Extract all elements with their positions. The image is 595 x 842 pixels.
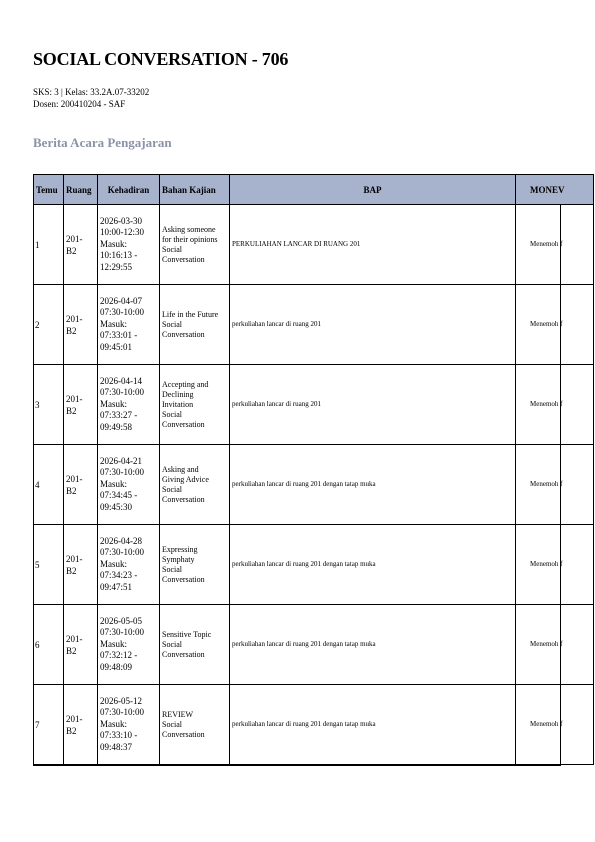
kehadiran-time: 07:30-10:00 bbox=[100, 387, 144, 398]
table-row bbox=[34, 445, 594, 525]
cell-ruang bbox=[64, 685, 98, 765]
kehadiran-keluar: 09:45:01 bbox=[100, 341, 133, 352]
cell-kehadiran bbox=[98, 445, 160, 525]
bahan-kajian-line: Conversation bbox=[162, 729, 205, 739]
table-header-row bbox=[34, 175, 594, 205]
bap-table-container bbox=[33, 174, 565, 766]
kehadiran-time: 07:30-10:00 bbox=[100, 627, 144, 638]
bahan-kajian-line: Conversation bbox=[162, 419, 205, 429]
bahan-kajian-line: Giving Advice bbox=[162, 474, 209, 484]
kehadiran-date: 2026-04-21 bbox=[100, 455, 142, 466]
header-monev: MONEV bbox=[516, 175, 594, 205]
cell-monev bbox=[516, 605, 594, 685]
bahan-kajian-line: Sensitive Topic bbox=[162, 629, 212, 639]
bahan-kajian-line: Symphaty bbox=[162, 554, 195, 564]
bahan-kajian-line: Social bbox=[162, 409, 182, 419]
kehadiran-masuk-label: Masuk: bbox=[100, 638, 127, 649]
kehadiran-date: 2026-04-14 bbox=[100, 375, 142, 386]
bahan-kajian-line: Conversation bbox=[162, 254, 205, 264]
cell-ruang bbox=[64, 525, 98, 605]
kehadiran-masuk-label: Masuk: bbox=[100, 238, 127, 249]
kehadiran-keluar: 09:45:30 bbox=[100, 501, 133, 512]
cell-bahan-kajian bbox=[160, 365, 230, 445]
course-title: SOCIAL CONVERSATION - 706 bbox=[33, 49, 289, 69]
bahan-kajian-line: Social bbox=[162, 319, 182, 329]
cell-bap bbox=[230, 445, 516, 525]
table-row bbox=[34, 685, 594, 765]
kehadiran-masuk-label: Masuk: bbox=[100, 318, 127, 329]
header-ruang: Ruang bbox=[64, 175, 98, 205]
kehadiran-masuk-label: Masuk: bbox=[100, 478, 127, 489]
kehadiran-masuk-label: Masuk: bbox=[100, 718, 127, 729]
kehadiran-time: 07:30-10:00 bbox=[100, 307, 144, 318]
bahan-kajian-line: Social bbox=[162, 719, 182, 729]
bahan-kajian-line: REVIEW bbox=[162, 709, 194, 719]
ruang-line: 201- bbox=[66, 553, 83, 564]
kehadiran-masuk-label: Masuk: bbox=[100, 558, 127, 569]
ruang-line: B2 bbox=[66, 405, 77, 416]
bahan-kajian-line: Social bbox=[162, 639, 182, 649]
cell-kehadiran bbox=[98, 205, 160, 285]
header-kehadiran: Kehadiran bbox=[98, 175, 160, 205]
cell-temu bbox=[34, 205, 64, 285]
cell-bap bbox=[230, 605, 516, 685]
kehadiran-masuk-label: Masuk: bbox=[100, 398, 127, 409]
cell-kehadiran bbox=[98, 285, 160, 365]
bahan-kajian-line: Expressing bbox=[162, 544, 198, 554]
ruang-line: 201- bbox=[66, 393, 83, 404]
cell-bahan-kajian bbox=[160, 525, 230, 605]
bahan-kajian-line: Invitation bbox=[162, 399, 194, 409]
kehadiran-masuk: 07:33:27 - bbox=[100, 410, 138, 421]
bahan-kajian-line: Conversation bbox=[162, 494, 205, 504]
table-bottom-rule bbox=[33, 765, 561, 766]
ruang-line: 201- bbox=[66, 313, 83, 324]
kehadiran-date: 2026-03-30 bbox=[100, 215, 142, 226]
temu-number: 6 bbox=[35, 639, 40, 650]
cell-ruang bbox=[64, 365, 98, 445]
cell-kehadiran bbox=[98, 365, 160, 445]
temu-number: 1 bbox=[35, 239, 40, 250]
bahan-kajian-line: Asking and bbox=[162, 464, 199, 474]
monev-text: Menemoh f bbox=[530, 720, 563, 728]
kehadiran-keluar: 09:47:51 bbox=[100, 581, 133, 592]
bahan-kajian-line: Social bbox=[162, 564, 182, 574]
temu-number: 3 bbox=[35, 399, 40, 410]
ruang-line: B2 bbox=[66, 565, 77, 576]
kehadiran-keluar: 09:48:09 bbox=[100, 661, 133, 672]
bahan-kajian-line: Social bbox=[162, 484, 182, 494]
bahan-kajian-line: Asking someone bbox=[162, 224, 216, 234]
header-temu: Temu bbox=[34, 175, 64, 205]
bahan-kajian-line: Conversation bbox=[162, 574, 205, 584]
table-row bbox=[34, 205, 594, 285]
cell-ruang bbox=[64, 445, 98, 525]
cell-temu bbox=[34, 605, 64, 685]
bap-text: perkuliahan lancar di ruang 201 dengan tatap muka bbox=[232, 720, 376, 728]
kehadiran-time: 07:30-10:00 bbox=[100, 467, 144, 478]
monev-text: Menemoh f bbox=[530, 640, 563, 648]
cell-bahan-kajian bbox=[160, 205, 230, 285]
table-row bbox=[34, 525, 594, 605]
ruang-line: B2 bbox=[66, 485, 77, 496]
temu-number: 2 bbox=[35, 319, 40, 330]
ruang-line: 201- bbox=[66, 633, 83, 644]
ruang-line: B2 bbox=[66, 245, 77, 256]
bahan-kajian-line: Life in the Future bbox=[162, 309, 219, 319]
bap-text: perkuliahan lancar di ruang 201 dengan tatap muka bbox=[232, 480, 376, 488]
cell-temu bbox=[34, 525, 64, 605]
course-sks-class: SKS: 3 | Kelas: 33.2A.07-33202 bbox=[33, 87, 150, 97]
bahan-kajian-line: Accepting and bbox=[162, 379, 209, 389]
cell-kehadiran bbox=[98, 685, 160, 765]
bap-table bbox=[33, 174, 594, 765]
kehadiran-masuk: 07:33:01 - bbox=[100, 330, 138, 341]
cell-ruang bbox=[64, 605, 98, 685]
cell-bahan-kajian bbox=[160, 445, 230, 525]
cell-monev bbox=[516, 685, 594, 765]
kehadiran-time: 10:00-12:30 bbox=[100, 227, 144, 238]
bahan-kajian-line: Declining bbox=[162, 389, 194, 399]
bahan-kajian-line: Conversation bbox=[162, 649, 205, 659]
ruang-line: B2 bbox=[66, 645, 77, 656]
kehadiran-keluar: 12:29:55 bbox=[100, 261, 133, 272]
cell-bahan-kajian bbox=[160, 685, 230, 765]
bahan-kajian-line: Conversation bbox=[162, 329, 205, 339]
temu-number: 4 bbox=[35, 479, 40, 490]
kehadiran-keluar: 09:49:58 bbox=[100, 421, 133, 432]
kehadiran-masuk: 07:33:10 - bbox=[100, 730, 138, 741]
bap-text: perkuliahan lancar di ruang 201 bbox=[232, 400, 322, 408]
cell-temu bbox=[34, 445, 64, 525]
monev-text: Menemoh f bbox=[530, 560, 563, 568]
kehadiran-date: 2026-05-12 bbox=[100, 695, 142, 706]
table-row bbox=[34, 605, 594, 685]
cell-monev bbox=[516, 285, 594, 365]
cell-temu bbox=[34, 685, 64, 765]
ruang-line: 201- bbox=[66, 473, 83, 484]
header-bap: BAP bbox=[230, 175, 516, 205]
cell-bap bbox=[230, 365, 516, 445]
cell-temu bbox=[34, 365, 64, 445]
kehadiran-date: 2026-04-07 bbox=[100, 295, 142, 306]
ruang-line: 201- bbox=[66, 233, 83, 244]
bap-text: perkuliahan lancar di ruang 201 dengan tatap muka bbox=[232, 560, 376, 568]
temu-number: 7 bbox=[35, 719, 40, 730]
cell-bap bbox=[230, 685, 516, 765]
course-lecturer: Dosen: 200410204 - SAF bbox=[33, 99, 126, 109]
cell-monev bbox=[516, 445, 594, 525]
kehadiran-date: 2026-05-05 bbox=[100, 615, 142, 626]
kehadiran-masuk: 10:16:13 - bbox=[100, 250, 138, 261]
kehadiran-masuk: 07:32:12 - bbox=[100, 650, 138, 661]
kehadiran-keluar: 09:48:37 bbox=[100, 741, 133, 752]
cell-kehadiran bbox=[98, 525, 160, 605]
cell-bap bbox=[230, 525, 516, 605]
kehadiran-masuk: 07:34:45 - bbox=[100, 490, 138, 501]
monev-text: Menemoh f bbox=[530, 480, 563, 488]
cell-bahan-kajian bbox=[160, 605, 230, 685]
cell-kehadiran bbox=[98, 605, 160, 685]
cell-ruang bbox=[64, 205, 98, 285]
cell-temu bbox=[34, 285, 64, 365]
cell-bahan-kajian bbox=[160, 285, 230, 365]
ruang-line: B2 bbox=[66, 725, 77, 736]
cell-monev bbox=[516, 365, 594, 445]
bap-text: perkuliahan lancar di ruang 201 bbox=[232, 320, 322, 328]
header-bahan-kajian: Bahan Kajian bbox=[160, 175, 230, 205]
cell-bap bbox=[230, 205, 516, 285]
bap-text: perkuliahan lancar di ruang 201 dengan tatap muka bbox=[232, 640, 376, 648]
cell-monev bbox=[516, 525, 594, 605]
monev-text: Menemoh f bbox=[530, 400, 563, 408]
kehadiran-masuk: 07:34:23 - bbox=[100, 570, 138, 581]
cell-ruang bbox=[64, 285, 98, 365]
cell-monev bbox=[516, 205, 594, 285]
table-row bbox=[34, 365, 594, 445]
table-row bbox=[34, 285, 594, 365]
bap-text: PERKULIAHAN LANCAR DI RUANG 201 bbox=[232, 240, 361, 248]
monev-text: Menemoh f bbox=[530, 240, 563, 248]
ruang-line: B2 bbox=[66, 325, 77, 336]
bahan-kajian-line: for their opinions bbox=[162, 234, 218, 244]
bahan-kajian-line: Social bbox=[162, 244, 182, 254]
kehadiran-date: 2026-04-28 bbox=[100, 535, 142, 546]
monev-text: Menemoh f bbox=[530, 320, 563, 328]
cell-bap bbox=[230, 285, 516, 365]
ruang-line: 201- bbox=[66, 713, 83, 724]
temu-number: 5 bbox=[35, 559, 40, 570]
kehadiran-time: 07:30-10:00 bbox=[100, 547, 144, 558]
kehadiran-time: 07:30-10:00 bbox=[100, 707, 144, 718]
section-title: Berita Acara Pengajaran bbox=[33, 135, 172, 150]
